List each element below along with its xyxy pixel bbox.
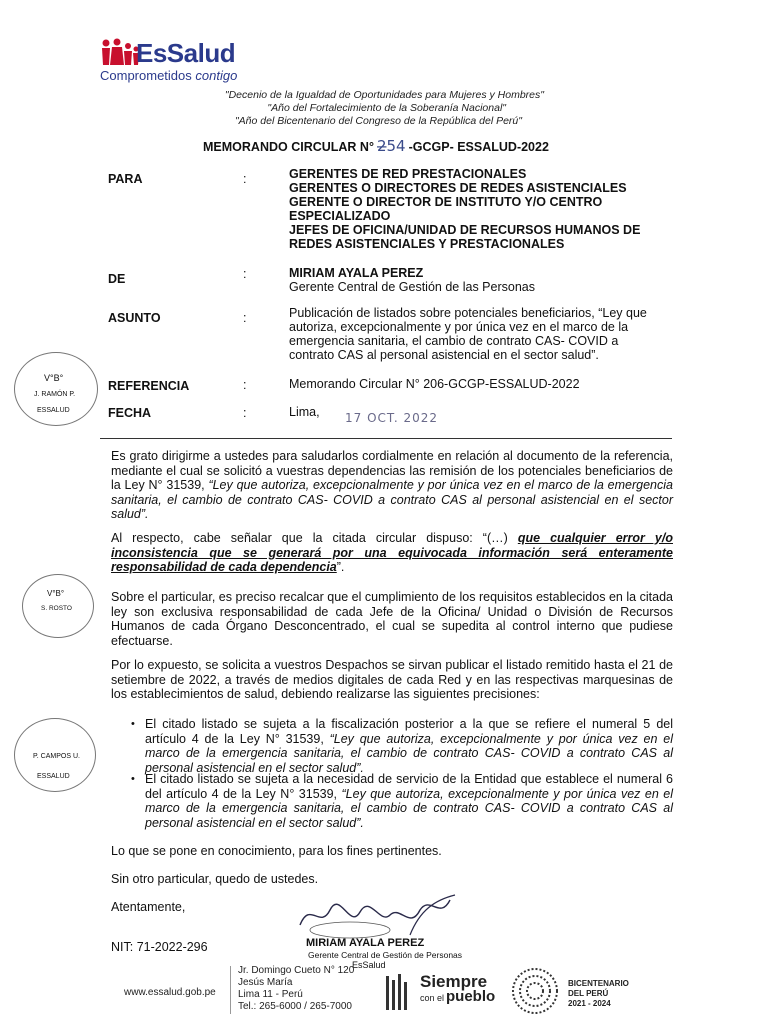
fecha-place: Lima,: [289, 405, 320, 419]
de-colon: :: [243, 267, 247, 281]
closing-1: Lo que se pone en conocimiento, para los fines pertinentes.: [111, 844, 442, 858]
siempre-logo-pueblo: pueblo: [446, 988, 496, 1005]
asunto-text: Publicación de listados sobre potenciales beneficiarios, “Ley que autoriza, excepcionalmente y por única vez en el marco de la emergencia sanitaria, el cambio de contrato CAS- COVID a contrato CAS al personal asistencial en el sector salud”.: [289, 306, 647, 362]
referencia-value: Memorando Circular N° 206-GCGP-ESSALUD-2022: [289, 377, 580, 391]
para-recipients: GERENTES DE RED PRESTACIONALES GERENTES O DIRECTORES DE REDES ASISTENCIALES GERENTE O DIRECTOR DE INSTITUTO Y/O CENTRO ESPECIALIZADO JEFES DE OFICINA/UNIDAD DE RECURSOS HUMANOS DE REDES ASISTENCIALES Y PRESTACIONALES: [289, 167, 641, 251]
approval-stamp-2: V°B° S. ROSTO: [22, 574, 94, 638]
footer-address: Jr. Domingo Cueto N° 120 Jesús María Lima 11 - Perú Tel.: 265-6000 / 265-7000: [238, 965, 355, 1012]
signature-name: MIRIAM AYALA PEREZ: [306, 937, 425, 949]
closing-2: Sin otro particular, quedo de ustedes.: [111, 872, 319, 886]
nit-code: NIT: 71-2022-296: [111, 940, 208, 954]
fecha-date-stamp: 17 OCT. 2022: [345, 411, 438, 425]
fecha-label: FECHA: [108, 406, 152, 420]
memo-number-handwritten: 2̶54: [376, 137, 406, 155]
siempre-logo-con: con el: [420, 993, 445, 1003]
siempre-logo-text: Siempre: [420, 972, 488, 991]
fecha-colon: :: [243, 406, 247, 420]
de-label: DE: [108, 272, 126, 286]
paragraph-1: Es grato dirigirme a ustedes para saludarlos cordialmente en relación al documento de la referencia, mediante el cual se solicitó a vuestras dependencias las remisión de los potenciales beneficiarios de la Ley N° 31539, “Ley que autoriza, excepcionalmente y por única vez en el marco de la emergencia sanitaria, el cambio de contrato CAS- COVID a contrato CAS al personal asistencial en el sector salud”.: [111, 449, 673, 521]
divider: [100, 438, 672, 439]
asunto-colon: :: [243, 311, 247, 325]
bullet-2-dot: •: [131, 773, 135, 785]
decree-line-1: "Decenio de la Igualdad de Oportunidades para Mujeres y Hombres": [224, 89, 544, 101]
family-icon: [100, 38, 140, 66]
paragraph-2: Al respecto, cabe señalar que la citada circular dispuso: “(…) que cualquier error y/o inconsistencia que se generará por una equivocada información será enteramente responsabilidad de cada dependencia”.: [111, 531, 673, 574]
bullet-1-dot: •: [131, 718, 135, 730]
bullet-1: El citado listado se sujeta a la fiscalización posterior a la que se refiere el numeral 5 del artículo 4 de la Ley N° 31539, “Ley que autoriza, excepcionalmente y por única vez en el marco de la emergencia sanitaria, el cambio de contrato CAS- COVID a contrato CAS al personal asistencial en el sector salud”.: [145, 717, 673, 775]
de-sender: MIRIAM AYALA PEREZ Gerente Central de Gestión de las Personas: [289, 266, 535, 294]
para-label: PARA: [108, 172, 143, 186]
paragraph-3: Sobre el particular, es preciso recalcar que el cumplimiento de los requisitos establecidos en la citada ley son exclusiva responsabilidad de cada Jefe de la Oficina/ Unidad o División de Recursos Humanos de cada Órgano Desconcentrado, el cual se supedita al control interno que pudiese efectuarse.: [111, 590, 673, 648]
decree-line-2: "Año del Fortalecimiento de la Soberanía Nacional": [267, 102, 506, 114]
siempre-emblem-icon: [384, 972, 412, 1012]
bullet-2: El citado listado se sujeta a la necesidad de servicio de la Entidad que establece el numeral 6 del artículo 4 de la Ley N° 31539, “Ley que autoriza, excepcionalmente y por única vez en el marco de la emergencia sanitaria, el cambio de contrato CAS- COVID a contrato CAS al personal asistencial en el sector salud”.: [145, 772, 673, 830]
brand-tagline: Comprometidos contigo: [100, 68, 238, 83]
referencia-colon: :: [243, 378, 247, 392]
referencia-label: REFERENCIA: [108, 379, 190, 393]
decree-line-3: "Año del Bicentenario del Congreso de la República del Perú": [234, 115, 522, 127]
essalud-logo: [100, 38, 270, 88]
para-colon: :: [243, 172, 247, 186]
signature-role: Gerente Central de Gestión de Personas: [308, 950, 463, 960]
footer-divider: [230, 966, 231, 1014]
approval-stamp-1: V°B° J. RAMÓN P. ESSALUD: [14, 352, 98, 426]
approval-stamp-3: P. CAMPOS U. ESSALUD: [14, 718, 96, 792]
bicentenario-text: BICENTENARIO DEL PERÚ 2021 - 2024: [568, 979, 629, 1008]
paragraph-4: Por lo expuesto, se solicita a vuestros Despachos se sirvan publicar el listado remitido hasta el 21 de setiembre de 2022, a través de medios digitales de cada Red y en las respectivas marquesinas de los establecimientos de salud, debiendo realizarse las siguientes precisiones:: [111, 658, 673, 701]
signature-org: EsSalud: [352, 960, 386, 970]
memo-title: MEMORANDO CIRCULAR N° 2̶54 -GCGP- ESSALUD-2022: [203, 137, 549, 155]
brand-name: EsSalud: [136, 38, 236, 68]
footer-website[interactable]: www.essalud.gob.pe: [124, 987, 216, 998]
bicentenario-emblem-icon: [510, 966, 560, 1016]
asunto-label: ASUNTO: [108, 311, 161, 325]
closing-3: Atentamente,: [111, 900, 186, 914]
